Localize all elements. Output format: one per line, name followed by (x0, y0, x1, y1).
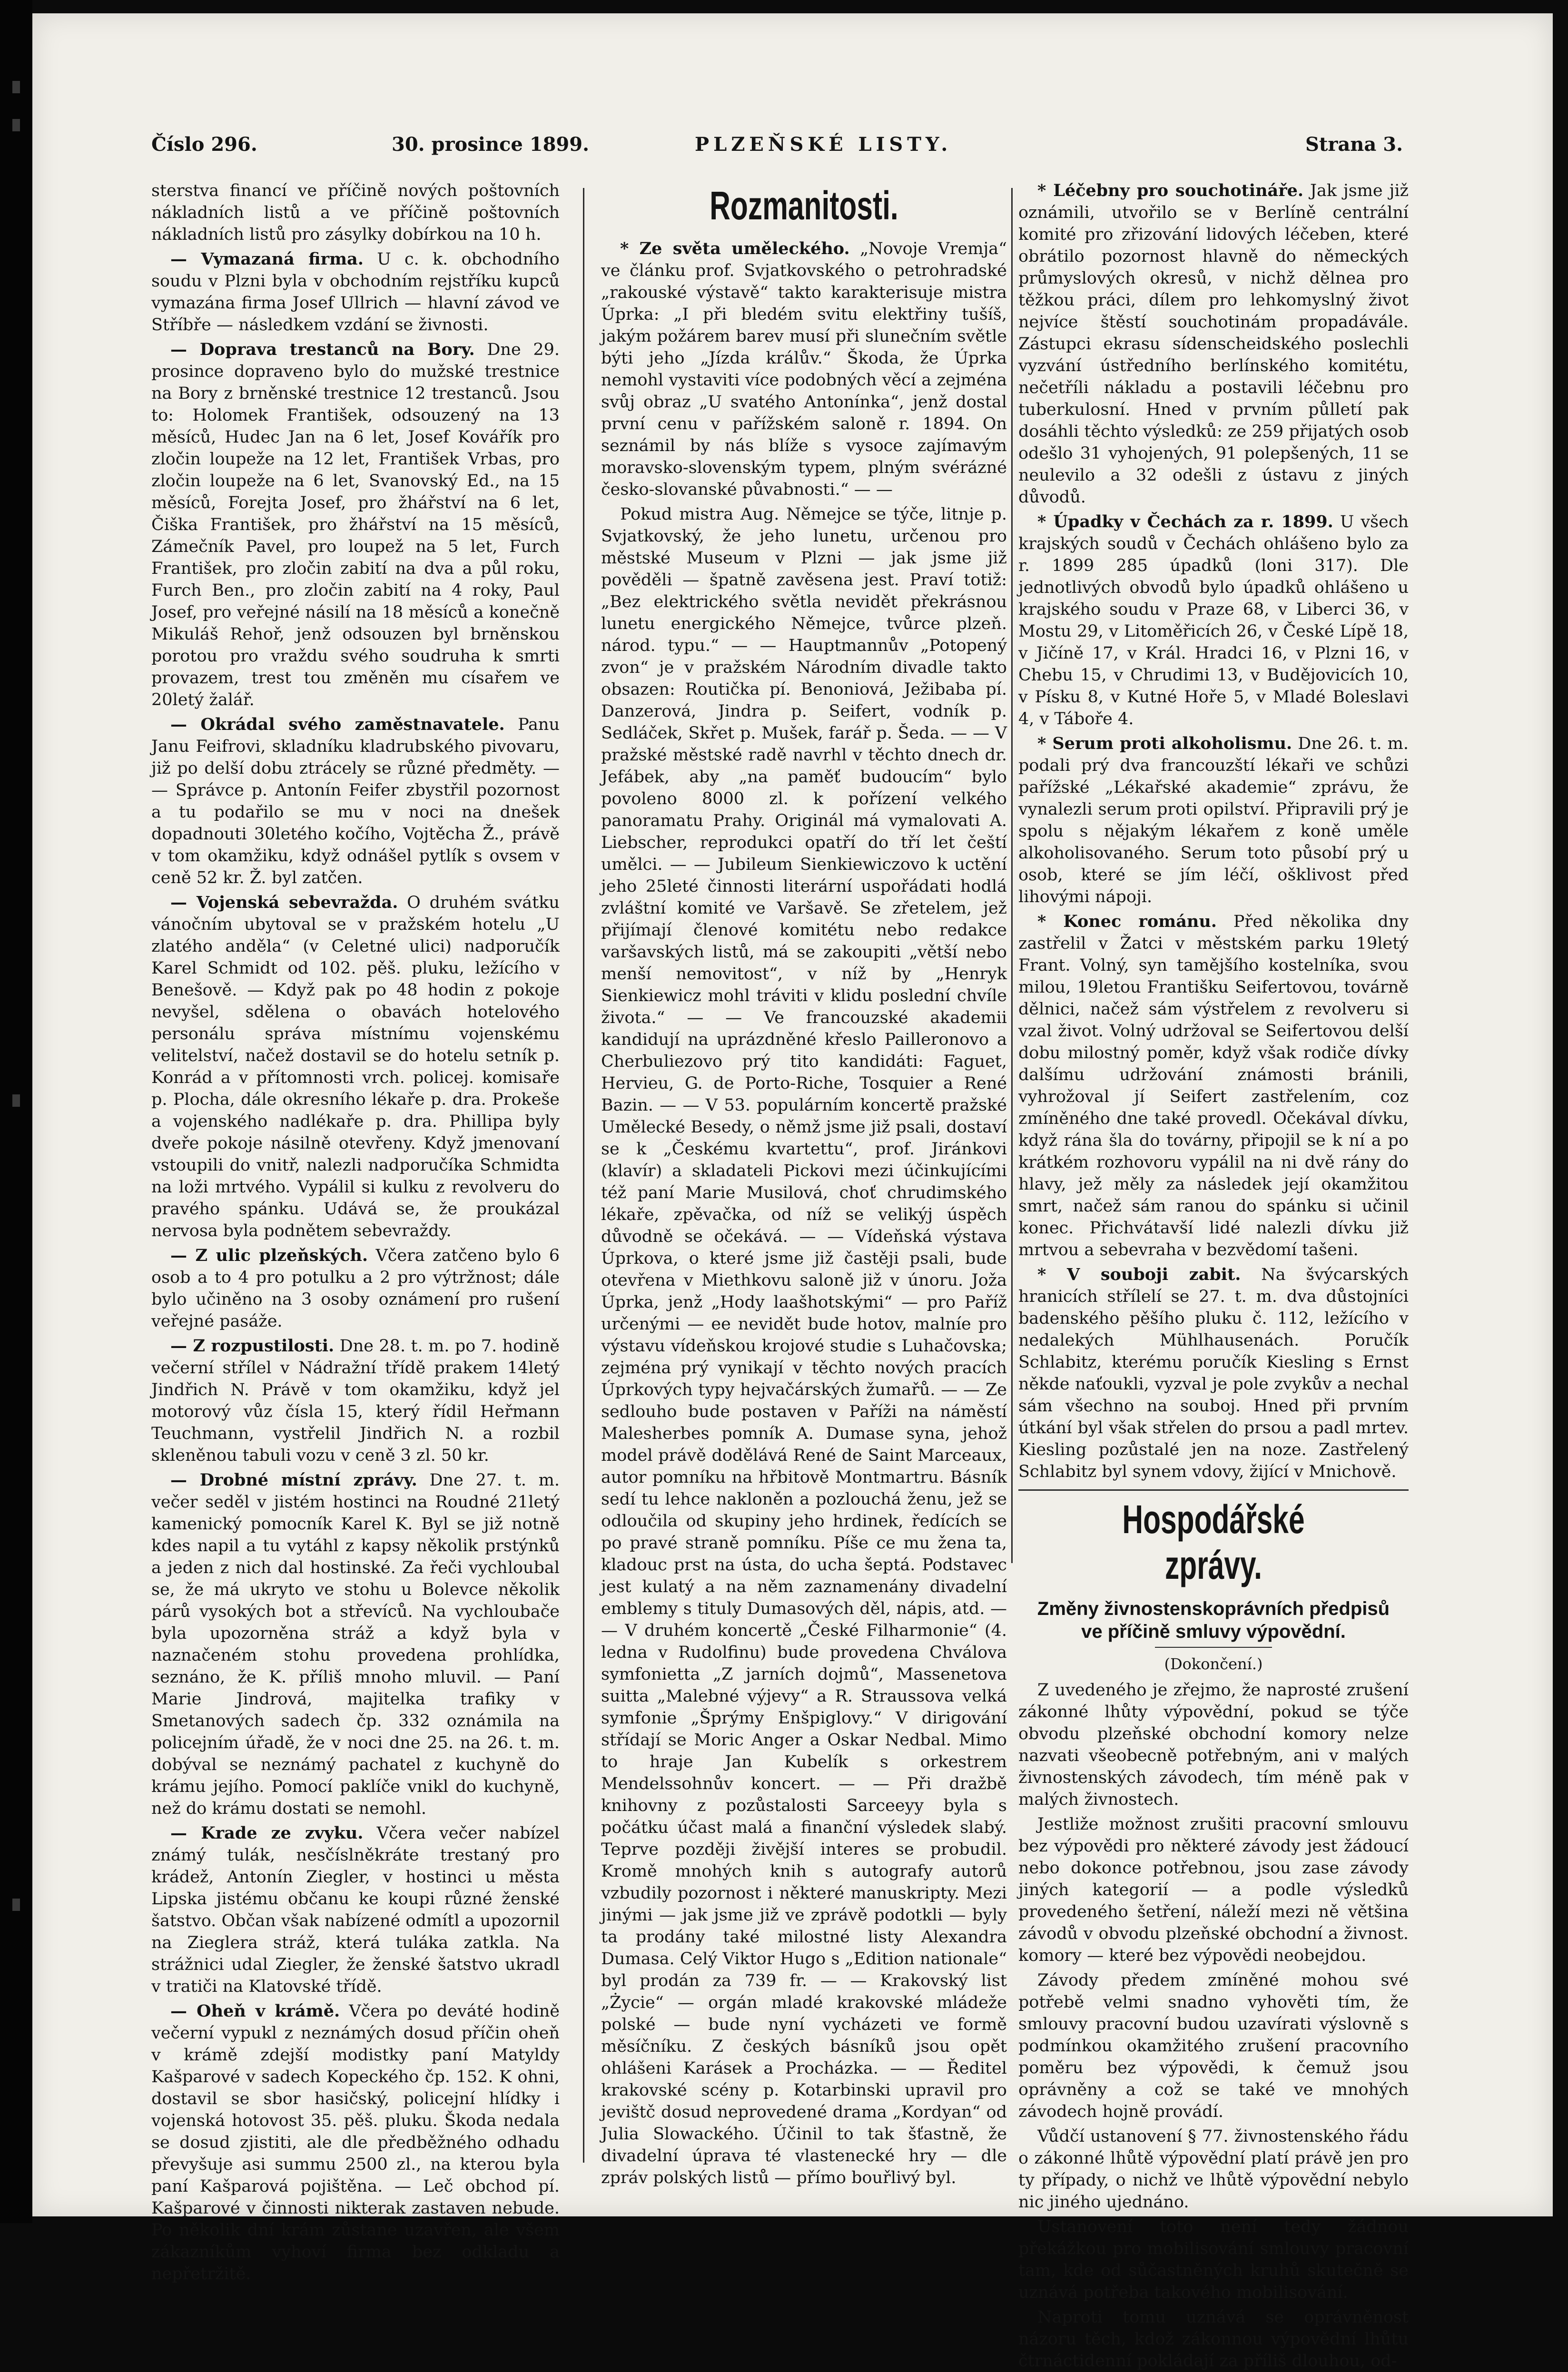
paragraph (601, 503, 1007, 2189)
issue-date: 30. prosince 1899. (392, 133, 590, 156)
paragraph (1018, 1264, 1409, 1483)
paragraph-heading: * Ze světa uměleckého. (620, 239, 850, 258)
column-local-news (151, 180, 560, 2283)
paragraph-heading: * V souboji zabit. (1037, 1265, 1241, 1284)
paragraph (151, 714, 560, 889)
paragraph-text: Závody předem zmíněné mohou své potřebě velmi snadno vyhověti tím, že smlouvy pracovní budou uzavírati výslovně s podmínkou okamžitého zrušení pracovního poměru bez výpovědi, k čemuž jsou oprávněny a což se také ve mnohých závodech hojně provádí. (1018, 1971, 1409, 2121)
paragraph-text: Na švýcarských hranicích střílelí se 27. t. m. dva důstojníci badenského pěšího pluku č. 112, ležícího v nedalekých Mühlhausenách. Poručík Schlabitz, kterému poručík Kiesling s Ernst někde naťoukli, vyzval je pole zvykův a nechal sám všechno na souboj. Hned při prvním útkání byl však střelen do prsou a padl mrtev. Kiesling pozůstalé jen na noze. Zastřelený Schlabitz byl synem vdovy, žijící v Mnichově. (1018, 1265, 1409, 1481)
paragraph-text: Pokud mistra Aug. Němejce se týče, litnje p. Svjatkovský, že jeho lunetu, určenou pro městské Museum v Plzni — jak jsme již pověděli — špatně zavěsena jest. Praví totiž: „Bez elektrického světla nevidět překrásnou lunetu energického Němejce, tvůrce plzeň. národ. typu.“ — — Hauptmannův „Potopený zvon“ je v pražském Národním divadle takto obsazen: Routička pí. Benoniová, Ježibaba pí. Danzerová, Jindra p. Seifert, vodník p. Sedláček, Skřet p. Mušek, farář p. Šeda. — — V pražské městské radě navrhl v těchto dnech dr. Jefábek, aby „na paměť budoucím“ bylo povoleno 8000 zl. k pořízení velkého panoramatu Prahy. Originál má vymalovati A. Liebscher, reprodukci opatří do tří let čeští umělci. — — Jubileum Sienkiewiczovo k uctění jeho 25leté činnosti literární uspořádati hodlá zvláštní komité ve Varšavě. Se zřetelem, jež přijímají členové komitétu nebo redakce varšavských listů, má se zakoupiti „větší nebo menší nemovitost“, v níž by „Henryk Sienkiewicz mohl tráviti v klidu poslední chvíle života.“ — — Ve francouzské akademii kandidují na uprázdněné křeslo Pailleronovo a Cherbuliezovo prý tito kandidáti: Faguet, Hervieu, G. de Porto-Riche, Tosquier a René Bazin. — — V 53. populárním koncertě pražské Umělecké Besedy, o němž jsme již psali, dostaví se k „Českému kvartettu“, prof. Jiránkovi (klavír) a skladateli Pickovi mezi účinkujícími též paní Marie Musilová, choť chrudimského lékaře, zpěvačka, od níž se velikýj úspěch důvodně se očekává. — — Vídeňská výstava Úprkova, o které jsme již častěji psali, bude otevřena v Miethkovu saloně již v únoru. Joža Úprka, jenž „Hody laašhotskými“ — pro Paříž určenými — ee nevidět bude hotov, malníe pro výstavu vídeňskou krojové studie s Luhačovska; zejména prý vynikají v těchto nových pracích Úprkových typy hejvačárských žumařů. — — Ze sedlouho bude postaven v Paříži na náměstí Malesherbes pomník A. Dumase syna, jehož model právě dodělává René de Saint Marceaux, autor pomníku na hřbitově Montmartru. Básník sedí tu lehce nakloněn a pozlouchá ženu, jež se odloučila od skupiny jeho hrdinek, ředících se po pravé straně pomníku. Píše ce mu žena ta, kladouc prst na ústa, do ucha šeptá. Podstavec jest kulatý a na něm zaznamenány divadelní emblemy s tituly Dumasových děl, nápis, atd. — — V druhém koncertě „České Filharmonie“ (4. ledna v Rudolfinu) bude provedena Chválova symfonietta „Z jarních dojmů“, Massenetova suitta „Malebné výjevy“ a R. Straussova velká symfonie „Šprýmy Enšpiglovy.“ V dirigování střídají se Moric Anger a Oskar Nedbal. Mimo to hraje Jan Kubelík s orkestrem Mendelssohnův koncert. — — Při dražbě knihovny z pozůstalosti Sarceeyy byla s počátku účast malá a finanční výsledek slabý. Teprve později živější interes se probudil. Kromě mnohých knih s autografy autorů vzbudily pozornost i některé manuskripty. Mezi jinými — jak jsme již ve zprávě podotkli — byly ta prodány také milostné listy Alexandra Dumasa. Celý Viktor Hugo s „Edition nationale“ byl prodán za 739 fr. — — Krakovský list „Życie“ — orgán mladé krakovské mládeže polské — bude nyní vycházeti ve formě měsíčníku. Z českých básníků jsou opět ohlášeni Karásek a Procházka. — — Ředitel krakovské scény p. Kotarbinski upravil pro jevištč dosud neprovedené drama „Kordyan“ od Julia Slowackého. Účinil to tak šťastně, že divadelní úprava té vlastenecké hry — dle zpráv polských listů — přímo bouřlivý byl. (601, 505, 1007, 2187)
paragraph-text: Dne 28. t. m. po 7. hodině večerní střílel v Nádražní třídě prakem 14letý Jindřich N. Právě v tom okamžiku, když jel motorový vůz čísla 15, který řídil Heřmann Teuchmann, vystřelil Jindřich N. a rozbil skleněnou tabuli vozu v ceně 3 zl. 50 kr. (151, 1337, 560, 1465)
paragraph (1018, 733, 1409, 908)
paragraph-text: Z uvedeného je zřejmo, že naprosté zrušení zákonné lhůty výpovědní, pokud se týče obvodu plzeňské obchodní komory nelze nazvati všeobecně potřebným, ani v malých živnostenských závodech, tím méně pak v malých živnostech. (1018, 1681, 1409, 1809)
paragraph (1018, 180, 1409, 508)
paragraph-text: Dne 27. t. m. večer seděl v jistém hostinci na Roudné 21letý kamenický pomocník Karel K. Byl se již notně kdes napil a tu vytáhl z kapsy několik prstýnků a jeden z nich dal hostinské. Za řeči vychloubal se, že má ukryto ve stohu u Bolevce několik párů vysokých bot a střevíců. Na vychloubače byla upozorněna stráž a když byla v naznačeném stohu provedena prohlídka, seznáno, že K. příliš mnoho mluvil. — Paní Marie Jindrová, majitelka trafiky v Smetanových sadech čp. 332 oznámila na policejním úřadě, že v noci dne 25. na 26. t. m. dobýval se neznámý pachatel z kuchyně do krámu jejího. Pomocí paklíče vnikl do kuchyně, než do krámu dostati se nemohl. (151, 1471, 560, 1818)
paragraph-heading: * Konec románu. (1037, 912, 1217, 931)
paragraph (1018, 1969, 1409, 2123)
article-body (1018, 1679, 1409, 2372)
section-title: Rozmanitosti. (710, 183, 898, 228)
page-number: Strana 3. (1305, 133, 1403, 156)
paragraph (151, 1245, 560, 1332)
paragraph-text: U c. k. obchodního soudu v Plzni byla v obchodním rejstříku kupců vymazána firma Josef Ullrich — hlavní závod ve Stříbře — následkem vzdání se živnosti. (151, 250, 560, 335)
paragraph (1018, 511, 1409, 730)
paragraph-text: U všech krajských soudů v Čechách ohlášeno bylo za r. 1899 285 úpadků (loni 317). Dle jednotlivých obvodů bylo úpadků ohlášeno u krajského soudu v Praze 68, v Liberci 36, v Mostu 29, v Litoměřicích 26, v České Lípě 18, v Jičíně 17, v Král. Hradci 16, v Plzni 16, v Chebu 15, v Chrudimi 13, v Budějovicích 10, v Písku 8, v Kutné Hoře 5, v Mladé Boleslavi 4, v Táboře 4. (1018, 512, 1409, 728)
article-title: Změny živnostenskoprávních předpisů (1037, 1598, 1390, 1619)
paragraph (1018, 1679, 1409, 1811)
paragraph (1018, 2306, 1409, 2372)
paragraph-heading: — Z rozpustilosti. (170, 1336, 335, 1356)
paragraph-text: O druhém svátku vánočním ubytoval se v pražském hotelu „U zlatého anděla“ (v Celetné ulici) nadporučík Karel Schmidt od 102. pěš. pluku, ležícího v Benešově. — Když pak po 48 hodin z pokoje nevyšel, sdělena o obavách hotelového personálu správa místnímu vojenskému velitelství, načež dostavil se do hotelu setník p. Konrád a v přítomnosti vrch. policej. komisaře p. Plocha, dále okresního lékaře p. dra. Prokeše a vojenského nadlékaře p. dra. Phillipa byly dveře pokoje násilně otevřeny. Když jmenovaní vstoupili do vnitř, nalezli nadporučíka Schmidta na loži mrtvého. Vypálil si kulku z revolveru do pravého spánku. Udává se, že proukázal nervosa byla podnětem sebevraždy. (151, 893, 560, 1240)
paragraph-text: Jak jsme již oznámili, utvořilo se v Berlíně centrální komité pro zřizování lidových léčeben, které obrátilo pozornost hlavně do německých průmyslových okresů, v nichž dělnea pro těžkou práci, dílem pro lehkomyslný život nejvíce štěstí souchotinám propadávále. Zástupci ekrasu sídenscheidského poslechli vyzvání ústředního berlínského komitétu, nečetříli nákladu a postavili léčebnu pro tuberkulosní. Hned v prvním půlletí pak dosáhli těchto výsledků: ze 259 přijatých osob odešlo 31 vyhojených, 91 polepšených, 11 se neulevilo a 32 odešli z ústavu z jiných důvodů. (1018, 181, 1409, 507)
paragraph (1018, 2216, 1409, 2303)
paragraph-text: Jestliže možnost zrušiti pracovní smlouvu bez výpovědi pro některé závody jest žádoucí nebo dokonce potřebnou, jsou zase závody jiných kategorií — a podle výsledků provedeného šetření, náleží mezi ně většina závodů v obvodu plzeňské obchodní a živnost. komory — které bez výpovědi neobejdou. (1018, 1815, 1409, 1965)
newspaper-title: PLZEŇSKÉ LISTY. (695, 133, 952, 156)
paragraph (1018, 1813, 1409, 1967)
paragraph-text: Ustanovení toto není tedy žádnou překážkou pro mobilisování smlouvy pracovní tam, kde od sůčastněných kruhů skutečně se uznává potřeba takového mobilisování. (1018, 2217, 1409, 2302)
paragraph (601, 238, 1007, 501)
paragraph-text: Naproti tomu uznává se oprávněnost názoru těch, kdož zákonnou výpovědní lhůtu čtrnáctidenní pokládají za příliš dlouhou, od- (1018, 2308, 1409, 2371)
paragraph-heading: — Drobné místní zprávy. (170, 1470, 417, 1490)
column-rozmanitosti (601, 180, 1007, 2187)
paragraph (151, 180, 560, 246)
paragraph-text: Vůdčí ustanovení § 77. živnostenského řádu o zákonné lhůtě výpovědní platí právě jen pro ty případy, o nichž ve lhůtě výpovědní nebylo nic jiného ujednáno. (1018, 2127, 1409, 2212)
binding-hole (12, 81, 20, 93)
paragraph (1018, 911, 1409, 1261)
paragraph (151, 2000, 560, 2285)
column-rule (583, 188, 584, 2163)
section-title: Hospodářské zprávy. (1122, 1497, 1305, 1587)
paragraph-text: Dne 26. t. m. podali prý dva francouzští lékaři ve schůzi pařížské „Lékařské akademie“ zprávu, že vynalezli serum proti opilství. Připravili prý je spolu s nějakým lékařem z koně uměle alkoholisovaného. Serum toto působí prý u osob, které se jím léčí, ošklivost před lihovými nápoji. (1018, 734, 1409, 906)
paragraph-text: Včera zatčeno bylo 6 osob a to 4 pro potulku a 2 pro výtržnost; dále bylo učiněno na 3 osoby oznámení pro rušení veřejné pasáže. (151, 1246, 560, 1331)
paragraph-heading: — Oheň v krámě. (170, 2001, 340, 2021)
paragraph (151, 1469, 560, 1820)
paragraph (151, 1822, 560, 1998)
paragraph-heading: — Vymazaná firma. (170, 249, 364, 269)
paragraph (151, 248, 560, 336)
paragraph-heading: — Z ulic plzeňských. (170, 1246, 368, 1265)
continuation-note: (Dokončení.) (1164, 1655, 1263, 1673)
paragraph-text: Včera večer nabízel známý tulák, nesčíslněkráte trestaný pro krádež, Antonín Ziegler, v hostinci u města Lipska jistému občanu ke koupi různé ženské šatstvo. Občan však nabízené odmítl a upozornil na Zieglera stráž, která tuláka zatkla. Na strážnici udal Ziegler, že ženské šatstvo ukradl v tratiči na Klatovské třídě. (151, 1824, 560, 1996)
paragraph-text: Dne 29. prosince dopraveno bylo do mužské trestnice na Bory z brněnské trestnice 12 trestanců. Jsou to: Holomek František, odsouzený na 13 měsíců, Hudec Jan na 6 let, Josef Kovářík pro zločin loupeže na 12 let, František Vrbas, pro zločin loupeže na 6 let, Svanovský Ed., na 15 měsíců, Forejta Josef, pro žhářství na 6 let, Čiška František, pro žhářství na 15 měsíců, Zámečník Pavel, pro loupež na 5 let, Furch František, pro zločin zabití na dva a půl roku, Furch Ben., pro zločin zabití na 4 roky, Paul Josef, pro veřejné násilí na 18 měsíců a konečně Mikuláš Rehoř, jenž odsouzen byl brněnskou porotou pro vraždu svého soudruha k smrti provazem, trest tou změněn mu císařem ve 20letý žalář. (151, 340, 560, 709)
section-body (1018, 180, 1409, 1483)
paragraph-text: Včera po deváté hodině večerní vypukl z neznámých dosud příčin oheň v krámě zdejší modistky paní Matyldy Kašparové v sadech Kopeckého čp. 152. K ohni, dostavil se sbor hasičský, policejní hlídky i vojenská hotovost 35. pěš. pluku. Škoda nedala se dosud zjistiti, ale dle předběžného odhadu převyšuje asi summu 2500 zl., na kterou byla paní Kašparová pojištěna. — Leč obchod pí. Kašparové v činnosti nikterak zastaven nebude. Po několik dní krám zůstane uzavřen, ale všem zákazníkům vyhoví firma bez odkladu a nepřetržitě. (151, 2002, 560, 2283)
title-divider (1155, 1647, 1272, 1648)
paragraph (151, 892, 560, 1242)
paragraph (151, 339, 560, 711)
binding-hole (12, 1899, 20, 1911)
paragraph-heading: — Doprava trestanců na Bory. (170, 340, 475, 359)
binding-edge (0, 0, 32, 2223)
column-misc-and-economy (1018, 180, 1409, 2371)
paragraph-heading: * Serum proti alkoholismu. (1037, 734, 1292, 753)
article-title: ve příčině smluvy výpovědní. (1081, 1621, 1346, 1642)
binding-hole (12, 1094, 20, 1107)
column-rule (1011, 188, 1013, 1563)
binding-hole (12, 119, 20, 131)
paragraph-heading: — Okrádal svého zaměstnavatele. (170, 715, 505, 734)
section-divider (1018, 1489, 1409, 1491)
page-header (151, 125, 1403, 163)
paragraph-text: Před několika dny zastřelil v Žatci v městském parku 19letý Frant. Volný, syn tamějšího kostelníka, svou milou, 19letou Františku Seifertovou, továrně dělnici, načež sám výstřelem z revolveru si vzal život. Volný udržoval se Seifertovou delší dobu milostný poměr, když však rodiče dívky dalšímu udržování známosti bránili, vyhrožoval jí Seifert zastřelením, coz zmíněného dne také provedl. Očekával dívku, když rána šla do továrny, připojil se k ní a po krátkém rozhovoru vypálil na ni dvě rány do hlavy, jež měly za následek její okamžitou smrt, načež sám ranou do spánku si učinil konec. Přichvátavší lidé nalezli dívku již mrtvou a sebevraha v bezvědomí tašeni. (1018, 912, 1409, 1260)
paragraph-text: „Novoje Vremja“ ve článku prof. Svjatkovského o petrohradské „rakouské výstavě“ takto karakterisuje mistra Úprka: „I při bledém svitu elektřiny tušíš, jakým požárem barev musí při slunečním světle býti jeho „Jízda králův.“ Škoda, že Úprka nemohl vystaviti více podobných věcí a zejména svůj obraz „U svatého Antonínka“, jenž dostal první cenu v pařížském saloně r. 1894. On seznámil by nás blíže s vysoce zajímavým moravsko-slovenským typem, plným svérázné česko-slovanské půvabnosti.“ — — (601, 239, 1007, 499)
paragraph (151, 1335, 560, 1467)
paragraph-heading: — Krade ze zvyku. (170, 1823, 364, 1843)
paragraph-text: Panu Janu Feifrovi, skladníku kladrubského pivovaru, již po delší dobu ztrácely se různé předměty. — — Správce p. Antonín Feifer zbystřil pozornost a tu podařilo se mu v noci na dnešek dopadnouti 30letého kočího, Vojtěcha Ž., právě v tom okamžiku, když odnášel pytlík s ovsem v ceně 52 kr. Ž. byl zatčen. (151, 715, 560, 887)
issue-number: Číslo 296. (151, 133, 257, 156)
paragraph-heading: * Úpadky v Čechách za r. 1899. (1037, 512, 1333, 531)
section-body (601, 238, 1007, 2189)
paragraph-heading: — Vojenská sebevražda. (170, 893, 398, 912)
paragraph-heading: * Léčebny pro souchotináře. (1037, 181, 1304, 200)
paragraph-text: sterstva financí ve příčině nových poštovních nákladních listů a ve příčině poštovních nákladních listů pro zásylky dobírkou na 10 h. (151, 181, 560, 244)
paragraph (1018, 2126, 1409, 2213)
